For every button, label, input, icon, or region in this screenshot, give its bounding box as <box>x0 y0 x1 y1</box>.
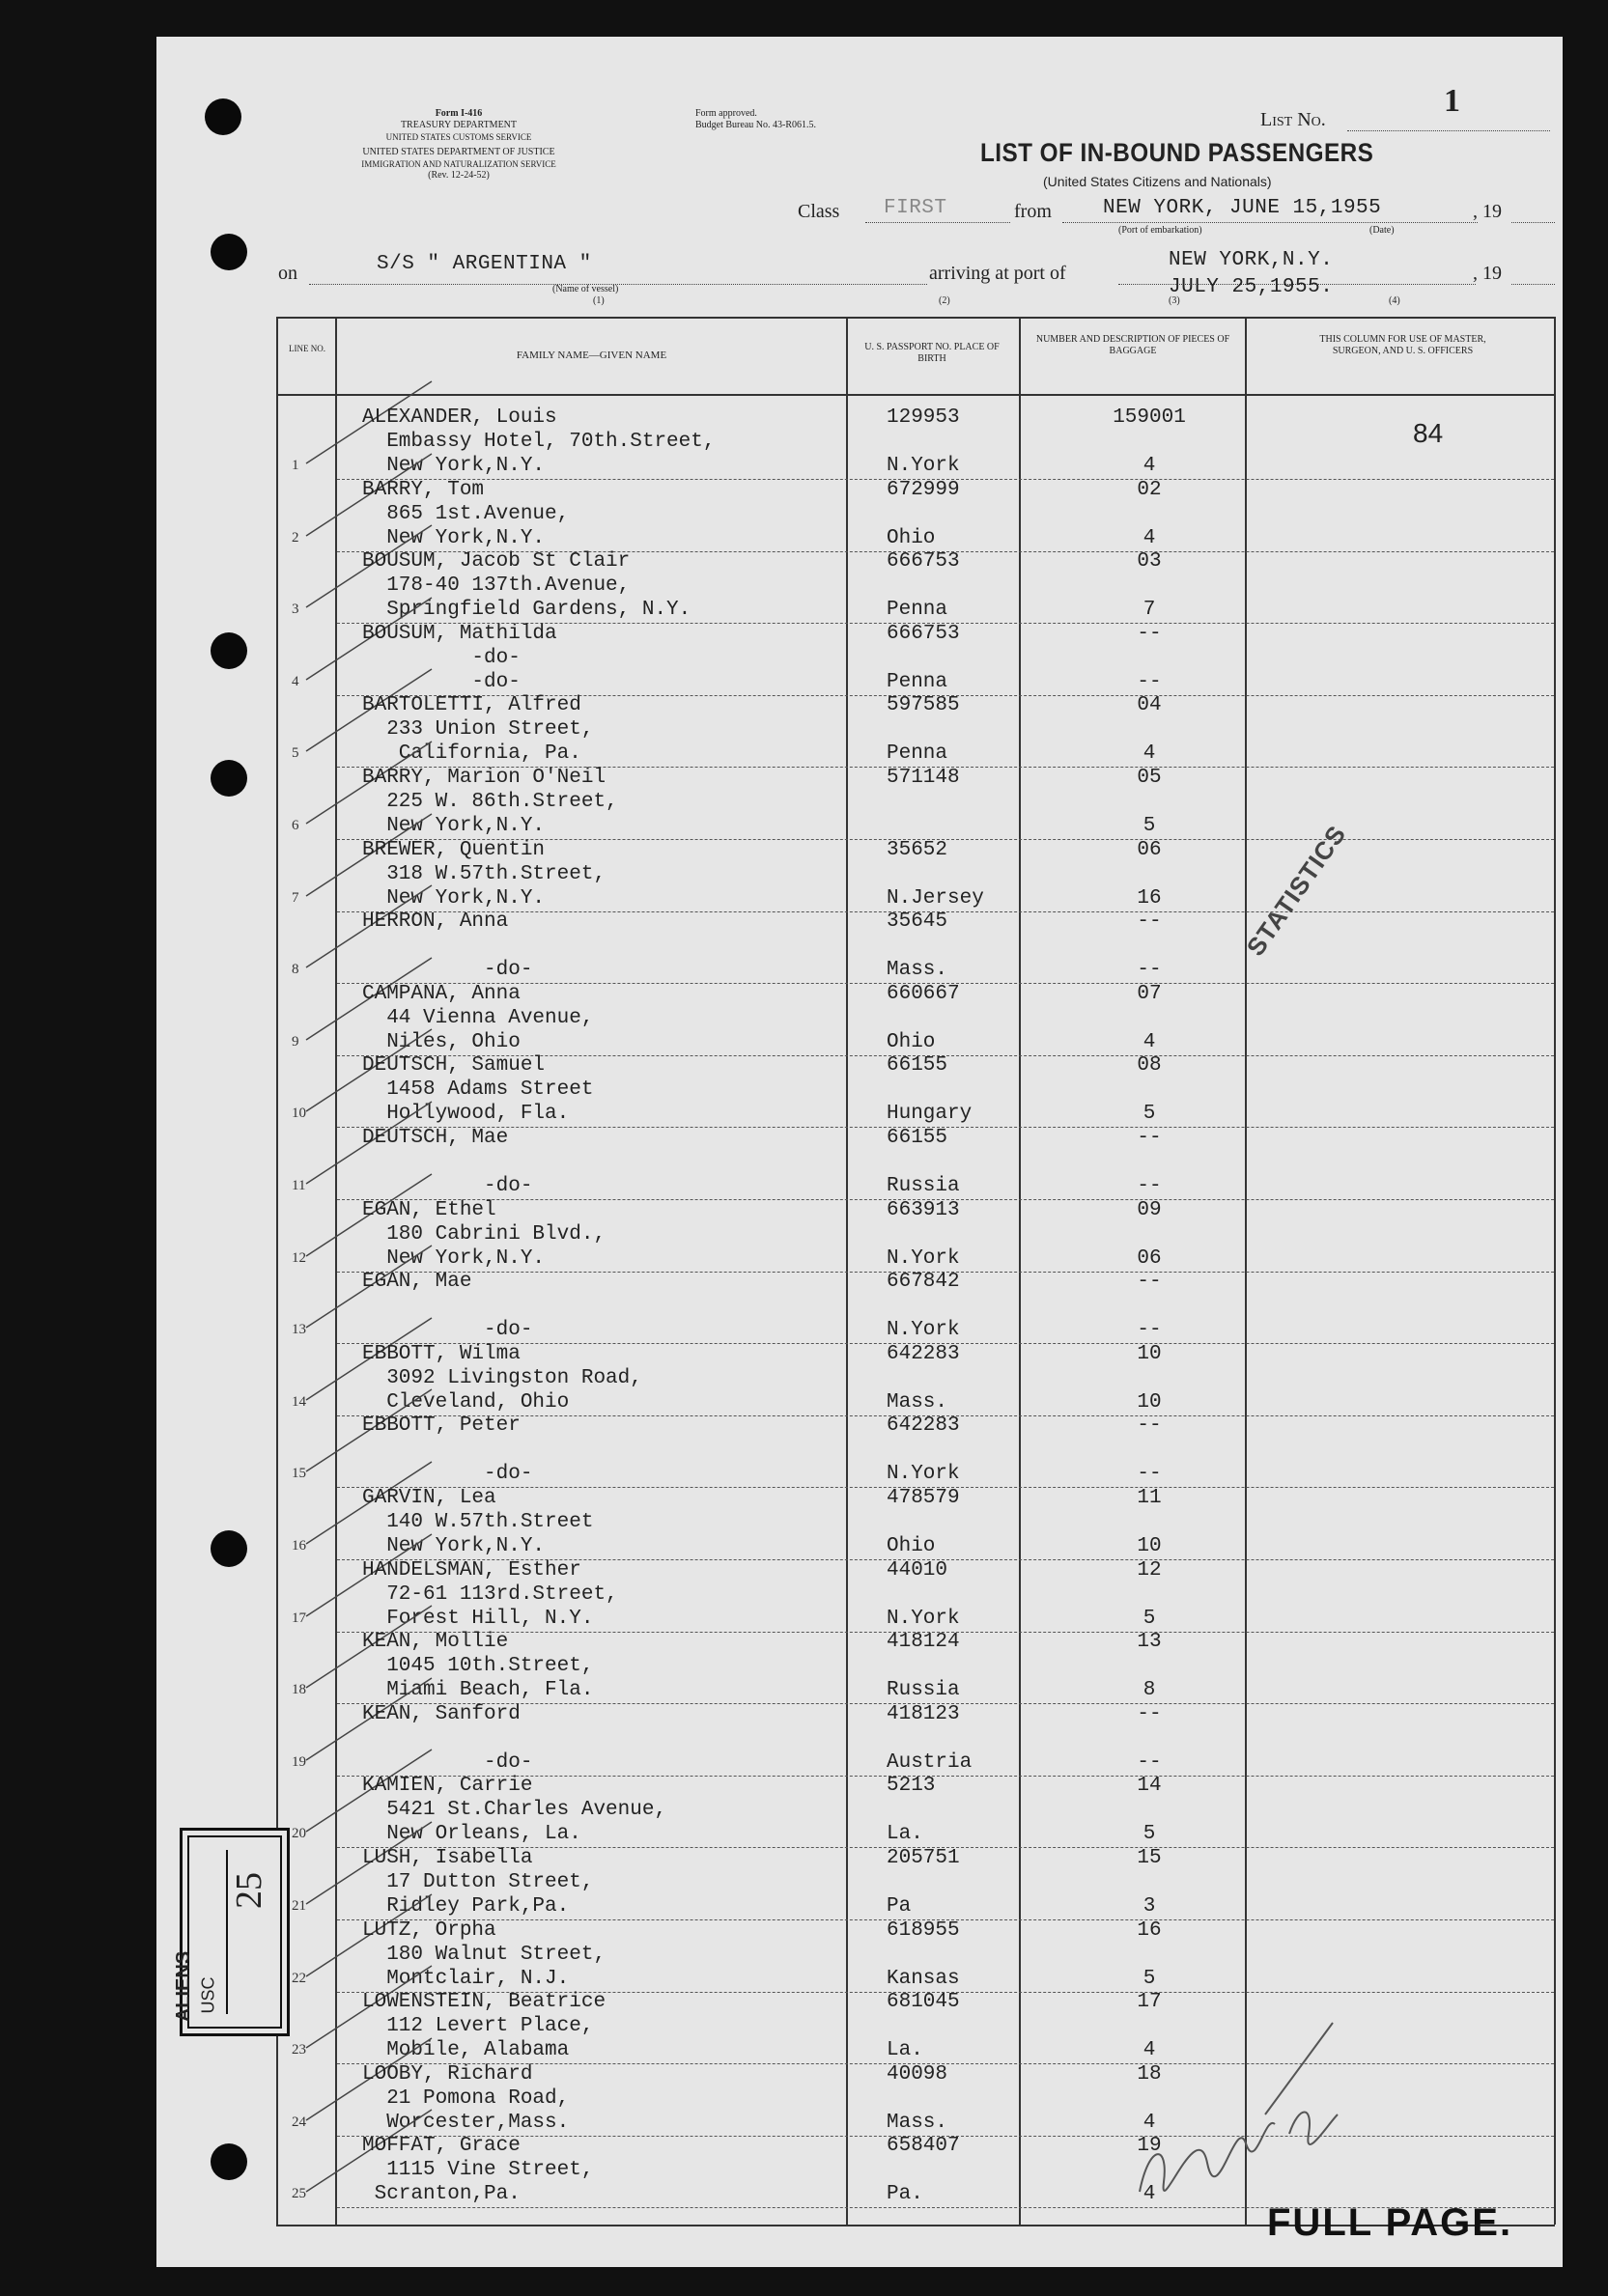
baggage-pieces: 3 <box>1143 1895 1156 1918</box>
line-number: 23 <box>292 2042 306 2058</box>
address-line-2: Springfield Gardens, N.Y. <box>362 599 691 622</box>
baggage-pieces: 4 <box>1143 2183 1156 2206</box>
col-header-line-no: LINE NO. <box>289 344 325 353</box>
address-line-1: 865 1st.Avenue, <box>362 502 570 525</box>
baggage-number: 08 <box>1137 1054 1162 1078</box>
passport-number: 660667 <box>887 982 960 1005</box>
line-number: 12 <box>292 1249 306 1266</box>
usc-label: USC <box>198 1976 218 2014</box>
baggage-pieces: 4 <box>1143 2039 1156 2062</box>
baggage-number: 10 <box>1137 1342 1162 1365</box>
budget-bureau: Budget Bureau No. 43-R061.5. <box>695 120 816 130</box>
address-line-1: 1115 Vine Street, <box>362 2159 594 2182</box>
column-index-3: (3) <box>1169 295 1180 306</box>
passenger-name: EBBOTT, Peter <box>362 1414 521 1438</box>
address-line-2: New York,N.Y. <box>362 526 546 549</box>
passenger-name: BOUSUM, Jacob St Clair <box>362 550 631 574</box>
line-number: 19 <box>292 1753 306 1770</box>
baggage-pieces: 5 <box>1143 1823 1156 1846</box>
address-line-2: -do- <box>362 1319 533 1342</box>
place-of-birth: N.York <box>887 455 960 477</box>
place-of-birth: Hungary <box>887 1103 973 1126</box>
line-number: 2 <box>292 529 299 546</box>
passport-number: 44010 <box>887 1558 948 1582</box>
passport-number: 663913 <box>887 1198 960 1221</box>
address-line-1: 233 Union Street, <box>362 718 594 742</box>
page-subtitle: (United States Citizens and Nationals) <box>1043 174 1272 189</box>
place-of-birth: Mass. <box>887 1390 948 1414</box>
place-of-birth: Penna <box>887 670 948 693</box>
line-number: 22 <box>292 1970 306 1986</box>
form-approval <box>695 108 816 131</box>
baggage-pieces: 5 <box>1143 1103 1156 1126</box>
aliens-usc-box <box>173 1828 290 2036</box>
treasury-dept: TREASURY DEPARTMENT <box>400 120 518 130</box>
baggage-pieces: 8 <box>1143 1679 1156 1702</box>
passport-number: 642283 <box>887 1414 960 1438</box>
address-line-2: Ridley Park,Pa. <box>362 1895 570 1918</box>
address-line-1: 178-40 137th.Avenue, <box>362 574 631 598</box>
passenger-name: LOOBY, Richard <box>362 2062 533 2086</box>
address-line-2: Worcester,Mass. <box>362 2111 570 2134</box>
line-number: 8 <box>292 962 299 978</box>
passport-number: 658407 <box>887 2135 960 2158</box>
line-number: 3 <box>292 602 299 618</box>
class-label: Class <box>798 201 840 222</box>
column-index-4: (4) <box>1389 295 1400 306</box>
passenger-name: HANDELSMAN, Esther <box>362 1558 581 1582</box>
address-line-2: New Orleans, La. <box>362 1823 581 1846</box>
line-number: 15 <box>292 1466 306 1482</box>
address-line-2: -do- <box>362 1750 533 1774</box>
place-of-birth: N.York <box>887 1319 960 1342</box>
line-number: 9 <box>292 1033 299 1050</box>
baggage-number: 17 <box>1137 1991 1162 2014</box>
line-number: 6 <box>292 818 299 833</box>
line-number: 4 <box>292 673 299 689</box>
address-line-1: 21 Pomona Road, <box>362 2086 570 2110</box>
baggage-pieces: -- <box>1137 670 1162 693</box>
form-number: Form I-416 <box>435 108 483 119</box>
passport-number: 66155 <box>887 1054 948 1078</box>
address-line-2: New York,N.Y. <box>362 886 546 910</box>
baggage-number: 15 <box>1137 1847 1162 1869</box>
place-of-birth: Ohio <box>887 1030 936 1053</box>
address-line-1: 318 W.57th.Street, <box>362 862 607 885</box>
date-caption: (Date) <box>1369 225 1395 236</box>
passenger-name: CAMPANA, Anna <box>362 982 521 1005</box>
address-line-2: Miami Beach, Fla. <box>362 1679 594 1702</box>
place-of-birth: Mass. <box>887 2111 948 2134</box>
address-line-2: Forest Hill, N.Y. <box>362 1607 594 1630</box>
form-authority-block <box>275 108 642 182</box>
baggage-number: 05 <box>1137 767 1162 789</box>
address-line-1: -do- <box>362 646 521 669</box>
class-value: FIRST <box>884 197 947 219</box>
customs-service: UNITED STATES CUSTOMS SERVICE <box>385 132 532 142</box>
col-header-name: FAMILY NAME—GIVEN NAME <box>516 350 667 361</box>
full-page-stamp: FULL PAGE. <box>1267 2201 1513 2244</box>
baggage-number: 12 <box>1137 1558 1162 1582</box>
baggage-pieces: 4 <box>1143 455 1156 477</box>
baggage-number: 16 <box>1137 1918 1162 1942</box>
baggage-pieces: 10 <box>1137 1390 1162 1414</box>
signature-scribble <box>1120 1999 1371 2211</box>
place-of-birth: Ohio <box>887 526 936 549</box>
list-number-label: List No. <box>1260 109 1326 130</box>
passenger-name: DEUTSCH, Samuel <box>362 1054 546 1078</box>
list-number-underline <box>1347 130 1550 131</box>
address-line-2: -do- <box>362 1175 533 1197</box>
baggage-pieces: 10 <box>1137 1535 1162 1557</box>
address-line-2: Montclair, N.J. <box>362 1967 570 1990</box>
line-number: 20 <box>292 1826 306 1842</box>
passenger-name: HERRON, Anna <box>362 910 509 934</box>
address-line-1: 225 W. 86th.Street, <box>362 791 618 813</box>
port-embarkation-caption: (Port of embarkation) <box>1118 225 1202 236</box>
baggage-number: 19 <box>1137 2135 1162 2158</box>
baggage-pieces: 16 <box>1137 886 1162 910</box>
baggage-number: 14 <box>1137 1775 1162 1798</box>
column-index-1: (1) <box>593 295 605 306</box>
baggage-number: 09 <box>1137 1198 1162 1221</box>
passenger-name: KEAN, Sanford <box>362 1702 521 1725</box>
line-number: 17 <box>292 1610 306 1626</box>
place-of-birth: Ohio <box>887 1535 936 1557</box>
address-line-1: 180 Walnut Street, <box>362 1943 607 1966</box>
place-of-birth: Austria <box>887 1750 973 1774</box>
table-top-border <box>276 317 1555 319</box>
place-of-birth: Penna <box>887 742 948 766</box>
address-line-2: Cleveland, Ohio <box>362 1390 570 1414</box>
baggage-number: 02 <box>1137 478 1162 501</box>
line-number: 21 <box>292 1898 306 1914</box>
place-of-birth: N.York <box>887 1607 960 1630</box>
passenger-name: LUSH, Isabella <box>362 1847 533 1869</box>
page-title: LIST OF IN-BOUND PASSENGERS <box>980 138 1374 167</box>
passenger-name: MOFFAT, Grace <box>362 2135 521 2158</box>
baggage-pieces: 7 <box>1143 599 1156 622</box>
col-header-baggage: NUMBER AND DESCRIPTION OF PIECES OF BAGGAGE <box>1035 334 1230 356</box>
address-line-1: 17 Dutton Street, <box>362 1871 594 1893</box>
place-of-birth: N.York <box>887 1246 960 1270</box>
from-underline <box>1062 222 1478 223</box>
baggage-number: -- <box>1137 1127 1162 1149</box>
passport-number: 672999 <box>887 478 960 501</box>
address-line-2: -do- <box>362 670 521 693</box>
baggage-number: 159001 <box>1113 406 1186 429</box>
address-line-1: Embassy Hotel, 70th.Street, <box>362 431 716 453</box>
passport-number: 666753 <box>887 622 960 645</box>
passport-number: 618955 <box>887 1918 960 1942</box>
passport-number: 129953 <box>887 406 960 429</box>
address-line-2: -do- <box>362 959 533 982</box>
address-line-2: California, Pa. <box>362 742 581 766</box>
baggage-pieces: 5 <box>1143 1607 1156 1630</box>
address-line-1: 180 Cabrini Blvd., <box>362 1222 607 1246</box>
baggage-number: 03 <box>1137 550 1162 574</box>
arrival-port: NEW YORK,N.Y. <box>1169 249 1334 271</box>
aliens-label: ALIENS <box>173 1950 195 2023</box>
address-line-1: 140 W.57th.Street <box>362 1511 594 1533</box>
immigration-service: IMMIGRATION AND NATURALIZATION SERVICE <box>361 159 556 169</box>
address-line-1: 44 Vienna Avenue, <box>362 1006 594 1029</box>
baggage-pieces: 4 <box>1143 1030 1156 1053</box>
list-number-value: 1 <box>1444 83 1460 119</box>
baggage-pieces: 4 <box>1143 526 1156 549</box>
col-header-passport: U. S. PASSPORT NO. PLACE OF BIRTH <box>864 342 1000 364</box>
punch-hole <box>205 98 241 135</box>
place-of-birth: Kansas <box>887 1967 960 1990</box>
passenger-name: BARRY, Tom <box>362 478 485 501</box>
address-line-2: Mobile, Alabama <box>362 2039 570 2062</box>
from-label: from <box>1014 201 1052 222</box>
form-approved: Form approved. <box>695 108 757 119</box>
baggage-number: -- <box>1137 1271 1162 1294</box>
baggage-number: 07 <box>1137 982 1162 1005</box>
baggage-number: 11 <box>1137 1487 1162 1509</box>
vessel-caption: (Name of vessel) <box>552 284 619 294</box>
baggage-number: -- <box>1137 1702 1162 1725</box>
arriving-label: arriving at port of <box>929 263 1066 284</box>
passenger-name: BARTOLETTI, Alfred <box>362 694 581 717</box>
class-underline <box>865 222 1010 223</box>
officer-mark: 84 <box>1413 418 1444 448</box>
passport-number: 666753 <box>887 550 960 574</box>
place-of-birth: La. <box>887 1823 923 1846</box>
baggage-pieces: 5 <box>1143 815 1156 837</box>
passport-number: 667842 <box>887 1271 960 1294</box>
passenger-name: LUTZ, Orpha <box>362 1918 496 1942</box>
place-of-birth: Pa. <box>887 2183 923 2206</box>
baggage-pieces: -- <box>1137 1175 1162 1197</box>
address-line-2: Hollywood, Fla. <box>362 1103 570 1126</box>
passport-number: 35652 <box>887 838 948 861</box>
passenger-name: GARVIN, Lea <box>362 1487 496 1509</box>
passenger-name: EBBOTT, Wilma <box>362 1342 521 1365</box>
baggage-number: -- <box>1137 622 1162 645</box>
address-line-2: Niles, Ohio <box>362 1030 521 1053</box>
place-of-birth: N.Jersey <box>887 886 984 910</box>
address-line-1: 5421 St.Charles Avenue, <box>362 1799 667 1822</box>
baggage-pieces: 06 <box>1137 1246 1162 1270</box>
passport-number: 597585 <box>887 694 960 717</box>
address-line-2: New York,N.Y. <box>362 455 546 477</box>
passenger-name: KAMIEN, Carrie <box>362 1775 533 1798</box>
aliens-count: 25 <box>229 1872 269 1909</box>
year-underline-1 <box>1511 222 1555 223</box>
passenger-name: BREWER, Quentin <box>362 838 546 861</box>
passenger-name: LOWENSTEIN, Beatrice <box>362 1991 607 2014</box>
column-index-2: (2) <box>939 295 950 306</box>
baggage-pieces: 5 <box>1143 1967 1156 1990</box>
passenger-name: BARRY, Marion O'Neil <box>362 767 607 789</box>
year-underline-2 <box>1511 284 1555 285</box>
address-line-2: Scranton,Pa. <box>362 2183 521 2206</box>
address-line-1: 3092 Livingston Road, <box>362 1366 642 1389</box>
baggage-pieces: -- <box>1137 959 1162 982</box>
line-number: 14 <box>292 1393 306 1410</box>
passport-number: 205751 <box>887 1847 960 1869</box>
year-suffix-1: , 19 <box>1473 201 1502 222</box>
place-of-birth: Penna <box>887 599 948 622</box>
passport-number: 681045 <box>887 1991 960 2014</box>
passenger-name: DEUTSCH, Mae <box>362 1127 509 1149</box>
passenger-name: EGAN, Mae <box>362 1271 472 1294</box>
col-header-officers: THIS COLUMN FOR USE OF MASTER, SURGEON, AND U. S. OFFICERS <box>1319 334 1486 356</box>
line-number: 7 <box>292 889 299 906</box>
address-line-2: New York,N.Y. <box>362 815 546 837</box>
justice-dept: UNITED STATES DEPARTMENT OF JUSTICE <box>362 147 555 157</box>
baggage-pieces: -- <box>1137 1319 1162 1342</box>
place-of-birth: Russia <box>887 1679 960 1702</box>
passport-number: 478579 <box>887 1487 960 1509</box>
vessel-name: S/S " ARGENTINA " <box>377 253 592 275</box>
arrival-date: JULY 25,1955. <box>1169 276 1334 298</box>
address-line-1: 1458 Adams Street <box>362 1078 594 1102</box>
table-header-border <box>276 394 1555 396</box>
passport-number: 40098 <box>887 2062 948 2086</box>
passenger-name: ALEXANDER, Louis <box>362 406 557 429</box>
baggage-pieces: 4 <box>1143 742 1156 766</box>
passenger-name: BOUSUM, Mathilda <box>362 622 557 645</box>
baggage-number: 13 <box>1137 1631 1162 1654</box>
baggage-pieces: 4 <box>1143 2111 1156 2134</box>
line-number: 16 <box>292 1538 306 1554</box>
passenger-name: KEAN, Mollie <box>362 1631 509 1654</box>
place-of-birth: N.York <box>887 1463 960 1486</box>
passenger-name: EGAN, Ethel <box>362 1198 496 1221</box>
baggage-number: 06 <box>1137 838 1162 861</box>
punch-hole <box>211 234 247 270</box>
address-line-1: 1045 10th.Street, <box>362 1655 594 1678</box>
line-number: 13 <box>292 1322 306 1338</box>
place-of-birth: Mass. <box>887 959 948 982</box>
place-of-birth: Pa <box>887 1895 912 1918</box>
year-suffix-2: , 19 <box>1473 263 1502 284</box>
baggage-number: -- <box>1137 910 1162 934</box>
passport-number: 418123 <box>887 1702 960 1725</box>
address-line-1: 112 Levert Place, <box>362 2015 594 2038</box>
statistics-stamp: STATISTICS <box>1240 819 1352 962</box>
baggage-number: 04 <box>1137 694 1162 717</box>
baggage-pieces: -- <box>1137 1463 1162 1486</box>
passport-number: 642283 <box>887 1342 960 1365</box>
baggage-number: 18 <box>1137 2062 1162 2086</box>
passport-number: 418124 <box>887 1631 960 1654</box>
passport-number: 571148 <box>887 767 960 789</box>
on-label: on <box>278 263 297 284</box>
line-number: 24 <box>292 2114 306 2130</box>
line-number: 10 <box>292 1106 306 1122</box>
line-number: 18 <box>292 1682 306 1698</box>
place-of-birth: La. <box>887 2039 923 2062</box>
address-line-1: 72-61 113rd.Street, <box>362 1582 618 1606</box>
embarkation-value: NEW YORK, JUNE 15,1955 <box>1103 197 1382 219</box>
place-of-birth: Russia <box>887 1175 960 1197</box>
line-number: 1 <box>292 458 299 473</box>
line-number: 25 <box>292 2186 306 2202</box>
address-line-2: New York,N.Y. <box>362 1246 546 1270</box>
line-number: 5 <box>292 745 299 762</box>
passport-number: 66155 <box>887 1127 948 1149</box>
passport-number: 5213 <box>887 1775 936 1798</box>
address-line-2: New York,N.Y. <box>362 1535 546 1557</box>
baggage-pieces: -- <box>1137 1750 1162 1774</box>
passport-number: 35645 <box>887 910 948 934</box>
baggage-number: -- <box>1137 1414 1162 1438</box>
line-number: 11 <box>292 1178 306 1193</box>
address-line-2: -do- <box>362 1463 533 1486</box>
revision-date: (Rev. 12-24-52) <box>428 170 490 181</box>
